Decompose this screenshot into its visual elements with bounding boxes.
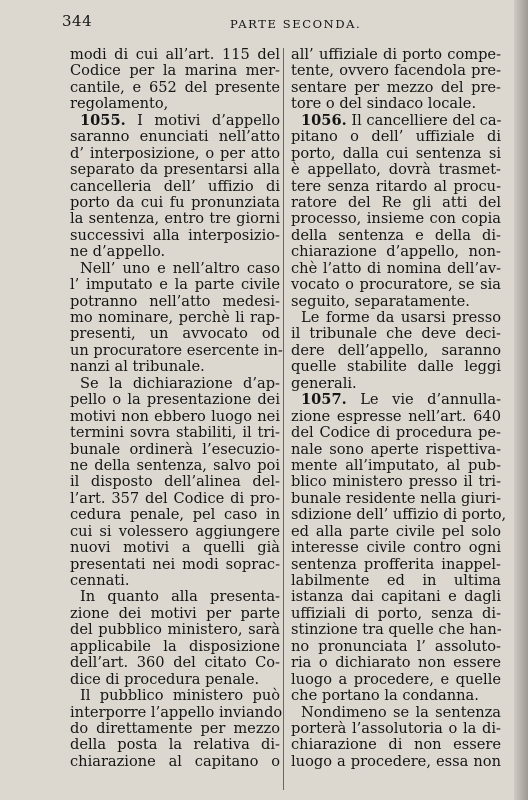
line-text: vocato o procuratore, se sia [291,276,501,294]
line-text: regolamento, [70,95,169,113]
left-text-column [70,46,283,770]
text-line [291,277,501,293]
line-text: ratore del Re gli atti del [291,193,501,211]
text-line [291,622,501,638]
line-text: Codice per la marina mer- [70,62,280,80]
line-text: termini sovra stabiliti, il tri- [70,424,280,442]
text-line [70,211,280,227]
line-text: chiarazione al capitano o [70,752,280,770]
line-text: potranno nell’atto medesi- [70,292,280,310]
column-divider [283,48,284,790]
line-text: tore o del sindaco locale. [291,95,477,113]
text-line [291,63,501,79]
text-line [291,409,501,425]
line-text: all’ uffiziale di porto compe- [291,46,501,63]
page-number: 344 [62,12,93,30]
line-text: mente all’imputato, al pub- [291,456,501,474]
text-line [291,228,501,244]
line-text: sdizione dell’ uffizio di porto, [291,506,507,524]
text-line [291,96,501,112]
line-text: saranno enunciati nell’atto [70,128,280,146]
text-line [70,277,280,293]
text-line [291,573,501,589]
line-text: quelle stabilite dalle leggi [291,358,501,376]
text-line [70,573,280,589]
line-text: Il pubblico ministero può [80,687,280,705]
text-line [70,96,280,112]
text-line [291,506,507,524]
text-line [70,359,280,375]
text-line [70,540,280,556]
text-line [70,474,280,490]
text-line [70,622,280,638]
line-text: della posta la relativa di- [70,736,280,754]
line-text: nuovi motivi a quelli già [70,539,280,557]
text-line [70,442,280,458]
text-line [291,113,501,129]
line-text: del Codice di procedura pe- [291,424,501,442]
text-line [70,491,280,507]
line-text: della sentenza e della di- [291,226,501,244]
text-line [70,737,280,753]
text-line [70,688,280,704]
text-line [291,80,501,96]
line-text: il tribunale che deve deci- [291,325,501,343]
line-text: no pronunciata l’ assoluto- [291,637,501,655]
text-line [70,162,280,178]
text-line [291,195,501,211]
line-text: uffiziali di porto, senza di- [291,604,501,622]
text-line [70,47,280,63]
text-line [291,721,501,737]
line-text: un procuratore esercente in- [70,341,283,359]
line-text: Nell’ uno e nell’altro caso [80,259,280,277]
line-text: cennati. [70,572,130,589]
line-text: porto da cui fu pronunziata [70,193,280,211]
line-text: processo, insieme con copia [291,210,501,228]
line-text: cui si volessero aggiungere [70,522,280,540]
text-line [70,376,280,392]
text-line [291,474,501,490]
running-title: PARTE SECONDA. [230,17,362,31]
line-text: che portano la condanna. [291,687,479,705]
right-text-column [291,46,507,770]
text-line [70,754,280,770]
line-text: porto, dalla cui sentenza si [291,144,501,162]
line-text: il disposto dell’alinea del- [70,473,280,491]
text-line [70,639,280,655]
line-text: ne d’appello. [70,243,166,261]
line-text: sentare per mezzo del pre- [291,78,501,96]
line-text: dere dell’appello, saranno [291,341,501,359]
text-line [70,146,280,162]
line-text: do direttamente per mezzo [70,719,280,737]
line-text: presenti, un avvocato od [70,325,280,343]
text-line [291,639,501,655]
text-line [70,63,280,79]
text-line [70,606,280,622]
line-text: dice di procedura penale. [70,670,260,688]
text-line [291,343,501,359]
text-line [291,557,501,573]
text-line [291,211,501,227]
text-line [70,655,280,671]
line-text: nanzi al tribunale. [70,358,205,376]
line-text: separato da presentarsi alla [70,161,280,179]
line-text: l’art. 357 del Codice di pro- [70,489,280,507]
text-line [70,507,280,523]
text-line [70,409,280,425]
line-text: bunale ordinerà l’esecuzio- [70,440,280,458]
line-text: chiarazione di non essere [291,736,501,754]
line-text: tere senza ritardo al procu- [291,177,501,195]
text-line [291,326,501,342]
text-line [70,703,283,721]
line-text: pitano o dell’ uffiziale di [291,128,501,146]
text-line [291,705,501,721]
text-line [291,425,501,441]
text-line [291,359,501,375]
section-number: 1055. [80,111,126,129]
text-line [291,146,501,162]
text-line [291,310,501,326]
text-line [70,458,280,474]
line-text: d’ interposizione, o per atto [70,144,280,162]
line-text: ed alla parte civile pel solo [291,522,501,540]
text-line [291,589,501,605]
line-text: I motivi d’appello [125,111,280,129]
line-text: Le vie d’annulla- [346,391,501,409]
text-line [70,721,280,737]
section-number: 1056. [301,111,347,129]
line-text: Se la dichiarazione d’ap- [80,374,280,392]
line-text: la sentenza, entro tre giorni [70,210,280,228]
line-text: luogo a procedere, e quelle [291,670,501,688]
line-text: ria o dichiarato non essere [291,654,501,672]
text-line [70,195,280,211]
text-line [70,80,280,96]
line-text: stinzione tra quelle che han- [291,621,502,639]
line-text: applicabile la disposizione [70,637,280,655]
text-line [70,244,280,260]
line-text: luogo a procedere, essa non [291,752,501,770]
text-line [70,129,280,145]
line-text: pello o la presentazione dei [70,391,280,409]
text-line [291,261,501,277]
line-text: Le forme da usarsi presso [301,309,501,326]
line-text: chè l’atto di nomina dell’av- [291,259,501,277]
text-line [291,376,501,392]
text-line [70,392,280,408]
line-text: chiarazione d’appello, non- [291,243,501,261]
line-text: cancelleria dell’ uffizio di [70,177,280,195]
text-line [70,310,280,326]
line-text: In quanto alla presenta- [80,588,280,606]
text-line [70,589,280,605]
line-text: interporre l’appello inviando [70,703,283,721]
line-text: è appellato, dovrà trasmet- [291,161,501,179]
text-line [291,655,501,671]
text-line [291,162,501,178]
line-text: mo nominare, perchè li rap- [70,309,280,326]
text-line [70,261,280,277]
text-line [70,228,280,244]
line-text: bunale residente nella giuri- [291,489,501,507]
text-line [291,244,501,260]
line-text: seguito, separatamente. [291,292,470,310]
line-text: cantile, e 652 del presente [70,78,280,96]
line-text: istanza dai capitani e dagli [291,588,501,606]
line-text: porterà l’assolutoria o la di- [291,719,501,737]
text-line [70,672,280,688]
text-line [291,491,501,507]
text-line [70,524,280,540]
line-text: ne della sentenza, salvo poi [70,456,280,474]
line-text: generali. [291,374,357,392]
text-line [291,129,501,145]
text-line [291,442,501,458]
text-line [70,326,280,342]
text-line [291,754,501,770]
line-text: motivi non ebbero luogo nei [70,407,280,425]
text-line [291,392,501,408]
line-text: Nondimeno se la sentenza [301,703,501,721]
line-text: l’ imputato e la parte civile [70,276,280,294]
text-line [291,179,501,195]
line-text: zione dei motivi per parte [70,604,280,622]
text-line [291,540,501,556]
line-text: dell’art. 360 del citato Co- [70,654,280,672]
line-text: modi di cui all’art. 115 del [70,46,280,63]
text-line [291,606,501,622]
text-line [70,294,280,310]
line-text: blico ministero presso il tri- [291,473,501,491]
text-line [291,524,501,540]
text-line [70,425,280,441]
text-line [70,113,280,129]
line-text: cedura penale, pel caso in [70,506,280,524]
line-text: zione espresse nell’art. 640 [291,407,501,425]
text-line [70,179,280,195]
line-text: nale sono aperte rispettiva- [291,440,501,458]
line-text: Il cancelliere del ca- [346,111,502,129]
line-text: interesse civile contro ogni [291,539,501,557]
line-text: sentenza profferita inappel- [291,555,501,573]
line-text: labilmente ed in ultima [291,572,501,589]
line-text: presentati nei modi soprac- [70,555,280,573]
text-line [291,737,501,753]
line-text: del pubblico ministero, sarà [70,621,280,639]
text-line [291,688,501,704]
text-line [291,47,501,63]
text-line [291,672,501,688]
line-text: tente, ovvero facendola pre- [291,62,501,80]
text-line [291,294,501,310]
section-number: 1057. [301,391,347,409]
text-line [70,557,280,573]
text-line [291,458,501,474]
line-text: successivi alla interposizio- [70,226,280,244]
text-line [70,341,283,359]
